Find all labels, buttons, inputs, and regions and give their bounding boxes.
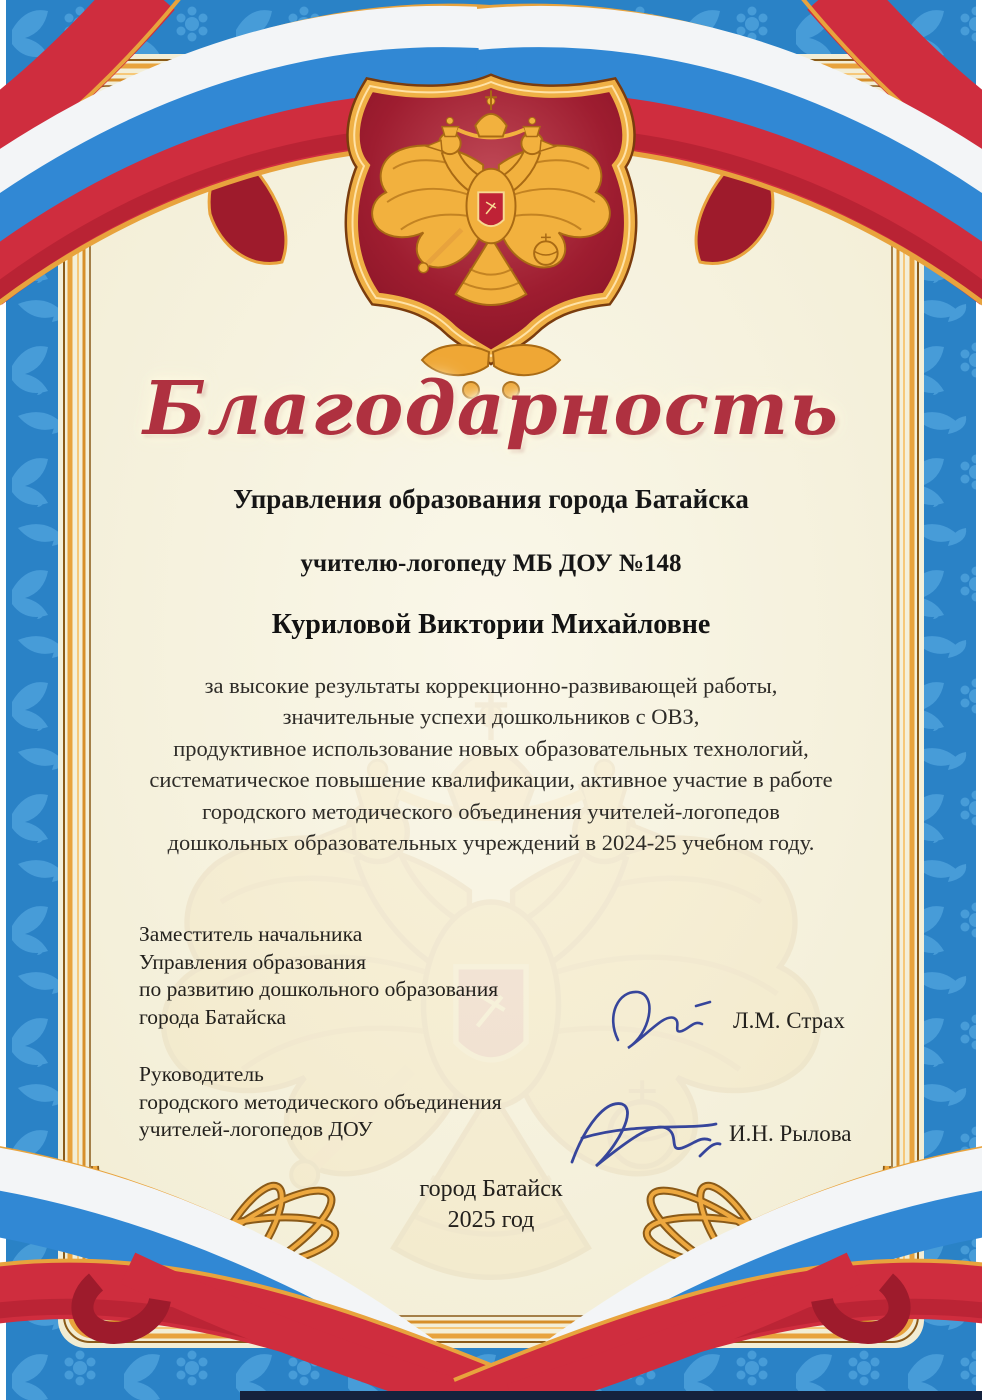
citation-line: городского методического объединения учителей-логопедов [202, 798, 780, 824]
signatory-role-line: города Батайска [139, 1004, 287, 1029]
signatory-role-line: городского методического объединения [139, 1089, 502, 1114]
recipient-name: Куриловой Виктории Михайловне [271, 609, 711, 640]
signatory-name-second: И.Н. Рылова [729, 1121, 852, 1146]
citation-line: систематическое повышение квалификации, активное участие в работе [149, 767, 833, 793]
signatory-role-line: учителей-логопедов ДОУ [139, 1117, 373, 1142]
citation-line: за высокие результаты коррекционно-развивающей работы, [204, 673, 778, 698]
recipient-position: учителю-логопеду МБ ДОУ №148 [300, 550, 682, 577]
signatory-role-line: Управления образования [139, 949, 366, 974]
footer-city: город Батайск [419, 1176, 563, 1202]
citation-line: продуктивное использование новых образовательных технологий, [173, 735, 809, 761]
signatory-role-first [139, 921, 498, 1031]
footer-year: 2025 год [447, 1207, 535, 1233]
citation-line: дошкольных образовательных учреждений в 2024-25 учебном году. [167, 830, 815, 856]
signatory-role-line: Руководитель [139, 1062, 264, 1086]
citation-text [0, 670, 982, 858]
certificate-title: Благодарность [143, 366, 839, 452]
scan-edge-strip [240, 1391, 982, 1400]
signatory-role-line: по развитию дошкольного образования [139, 977, 499, 1002]
signatory-role-line: Заместитель начальника [139, 922, 363, 946]
signatory-role-second [139, 1061, 502, 1144]
signatory-name-first: Л.М. Страх [733, 1008, 845, 1033]
issuing-organization: Управления образования города Батайска [233, 484, 749, 514]
citation-line: значительные успехи дошкольников с ОВЗ, [282, 704, 700, 730]
